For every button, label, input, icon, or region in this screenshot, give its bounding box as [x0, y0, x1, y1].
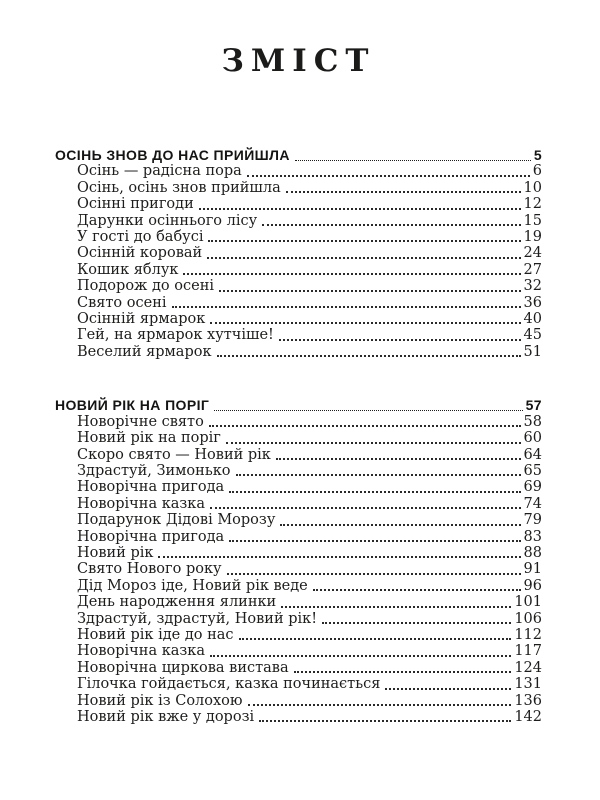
page-number: 74 [523, 495, 542, 512]
dotted-leader [295, 160, 531, 161]
item-title-text: День народження ялинки [77, 594, 277, 611]
toc-item-row [55, 196, 542, 212]
item-title-text: Новий рік іде до нас [77, 626, 234, 643]
dotted-leader [214, 410, 522, 411]
item-title-text: Здрастуй, Зимонько [77, 462, 231, 479]
page-number: 136 [514, 692, 542, 709]
toc-section-heading-row [55, 147, 542, 163]
page-number: 83 [523, 528, 542, 545]
dotted-leader [286, 191, 521, 193]
toc-item-row [55, 447, 542, 463]
dotted-leader [210, 655, 511, 657]
page-number: 88 [523, 544, 542, 561]
item-title-text: Свято Нового року [77, 561, 222, 578]
toc-item-row [55, 709, 542, 725]
item-title-text: Здрастуй, здрастуй, Новий рік! [77, 610, 318, 627]
dotted-leader [217, 355, 521, 357]
item-title-text: Гей, на ярмарок хутчіше! [77, 327, 274, 344]
page-number: 58 [523, 413, 542, 430]
toc-item-row [55, 479, 542, 495]
dotted-leader [279, 339, 521, 341]
item-title-text: Новорічна казка [77, 495, 206, 512]
dotted-leader [259, 720, 511, 722]
toc-item-row [55, 660, 542, 676]
page-number: 15 [523, 212, 542, 229]
section-heading-text: ОСІНЬ ЗНОВ ДО НАС ПРИЙШЛА [55, 147, 290, 163]
dotted-leader [210, 507, 521, 509]
dotted-leader [229, 540, 520, 542]
item-title-text: Осінь, осінь знов прийшла [77, 179, 281, 196]
dotted-leader [281, 606, 511, 608]
item-title-text: Скоро свято — Новий рік [77, 446, 271, 463]
toc-item-row [55, 163, 542, 179]
dotted-leader [280, 524, 520, 526]
item-title-text: Подарунок Дідові Морозу [77, 512, 276, 529]
toc-item-row [55, 344, 542, 360]
page-number: 60 [523, 430, 542, 447]
toc-item-row [55, 561, 542, 577]
toc-item-row [55, 545, 542, 561]
page-number: 112 [514, 626, 542, 643]
toc-item-row [55, 594, 542, 610]
dotted-leader [183, 273, 520, 275]
dotted-leader [209, 425, 521, 427]
page-number: 19 [523, 229, 542, 246]
dotted-leader [385, 688, 511, 690]
item-title-text: Новий рік [77, 544, 154, 561]
dotted-leader [208, 240, 520, 242]
toc-item-row [55, 693, 542, 709]
item-title-text: Дарунки осіннього лісу [77, 212, 258, 229]
page-number: 64 [523, 446, 542, 463]
item-title-text: Новорічне свято [77, 413, 204, 430]
item-title-text: Гілочка гойдається, казка починається [77, 676, 381, 693]
item-title-text: Подорож до осені [77, 278, 214, 295]
toc-item-row [55, 245, 542, 261]
page-number: 57 [525, 397, 542, 414]
item-title-text: Новорічна пригода [77, 528, 225, 545]
page-number: 117 [514, 643, 542, 660]
page-number: 5 [533, 147, 542, 163]
dotted-leader [207, 257, 520, 259]
page-number: 65 [523, 462, 542, 479]
dotted-leader [229, 491, 520, 493]
dotted-leader [276, 458, 521, 460]
dotted-leader [210, 322, 520, 324]
page-number: 142 [514, 709, 542, 725]
item-title-text: Новий рік вже у дорозі [77, 709, 255, 725]
toc-item-row [55, 327, 542, 343]
page-number: 106 [514, 610, 542, 627]
page-number: 32 [523, 278, 542, 295]
page-number: 69 [523, 479, 542, 496]
toc-item-row [55, 529, 542, 545]
toc-item-row [55, 311, 542, 327]
dotted-leader [236, 474, 521, 476]
dotted-leader [294, 671, 512, 673]
dotted-leader [199, 208, 521, 210]
toc-item-row [55, 430, 542, 446]
page-number: 124 [514, 659, 542, 676]
toc-section [55, 397, 542, 725]
dotted-leader [227, 573, 521, 575]
dotted-leader [313, 589, 521, 591]
toc-section-heading-row [55, 397, 542, 413]
page-number: 36 [523, 294, 542, 311]
item-title-text: Новий рік на поріг [77, 430, 221, 447]
toc-item-row [55, 414, 542, 430]
dotted-leader [322, 622, 511, 624]
item-title-text: Новорічна казка [77, 643, 206, 660]
page-number: 79 [523, 512, 542, 529]
toc [55, 147, 542, 725]
item-title-text: Новорічна циркова вистава [77, 659, 289, 676]
item-title-text: Дід Мороз іде, Новий рік веде [77, 577, 308, 594]
toc-item-row [55, 295, 542, 311]
toc-section [55, 147, 542, 360]
item-title-text: Веселий ярмарок [77, 343, 212, 360]
item-title-text: Свято осені [77, 294, 167, 311]
item-title-text: Осінь — радісна пора [77, 163, 242, 180]
page-number: 24 [523, 245, 542, 262]
page-number: 10 [523, 179, 542, 196]
page-number: 45 [523, 327, 542, 344]
dotted-leader [262, 224, 520, 226]
page-title: ЗМІСТ [221, 43, 376, 79]
page-number: 101 [514, 594, 542, 611]
toc-item-row [55, 512, 542, 528]
dotted-leader [226, 442, 521, 444]
toc-item-row [55, 643, 542, 659]
toc-item-row [55, 627, 542, 643]
dotted-leader [248, 704, 512, 706]
dotted-leader [172, 306, 521, 308]
toc-item-row [55, 180, 542, 196]
toc-item-row [55, 578, 542, 594]
item-title-text: Новий рік із Солохою [77, 692, 243, 709]
item-title-text: Осінній ярмарок [77, 311, 206, 328]
toc-item-row [55, 463, 542, 479]
page-number: 27 [523, 261, 542, 278]
toc-item-row [55, 676, 542, 692]
toc-item-row [55, 611, 542, 627]
page-number: 96 [523, 577, 542, 594]
toc-item-row [55, 278, 542, 294]
page-number: 12 [523, 196, 542, 213]
dotted-leader [239, 638, 512, 640]
dotted-leader [219, 290, 521, 292]
toc-item-row [55, 213, 542, 229]
toc-item-row [55, 496, 542, 512]
item-title-text: У гості до бабусі [77, 229, 204, 246]
item-title-text: Осінні пригоди [77, 196, 194, 213]
page-number: 131 [514, 676, 542, 693]
toc-item-row [55, 229, 542, 245]
section-heading-text: НОВИЙ РІК НА ПОРІГ [55, 397, 210, 414]
dotted-leader [158, 556, 520, 558]
page-number: 51 [523, 343, 542, 360]
item-title-text: Кошик яблук [77, 261, 179, 278]
page-number: 40 [523, 311, 542, 328]
page-number: 6 [532, 163, 542, 180]
dotted-leader [247, 175, 530, 177]
item-title-text: Осінній коровай [77, 245, 203, 262]
page-number: 91 [523, 561, 542, 578]
toc-item-row [55, 262, 542, 278]
item-title-text: Новорічна пригода [77, 479, 225, 496]
